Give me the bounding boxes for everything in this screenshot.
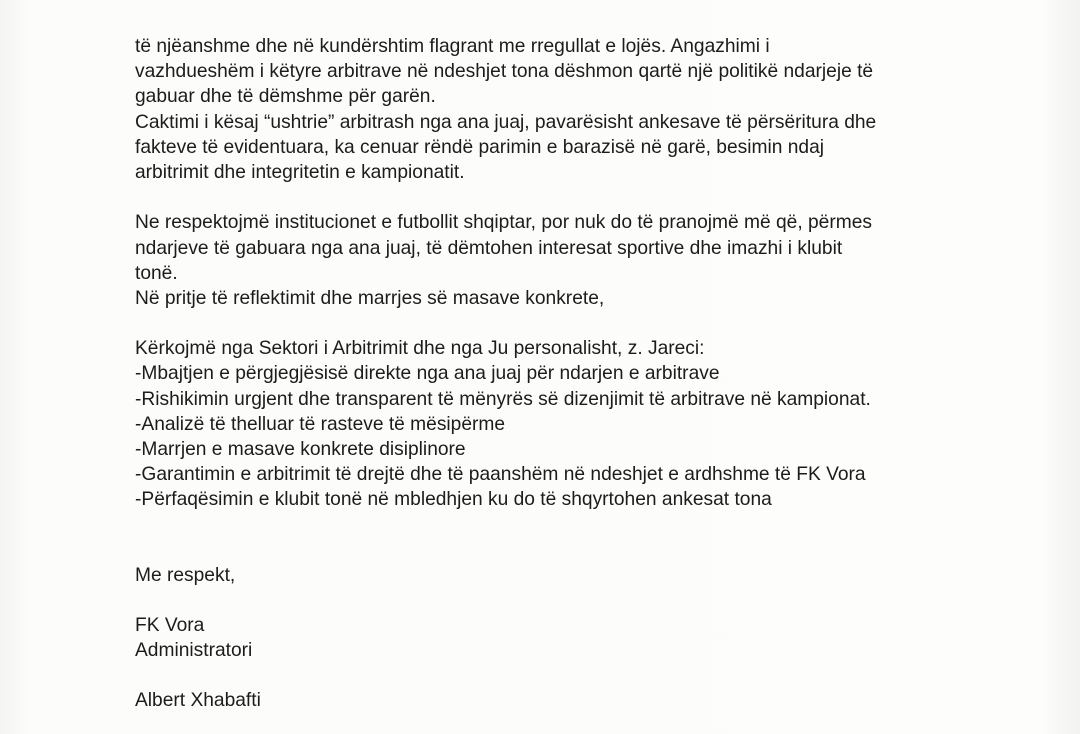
- text-line: të njëanshme dhe në kundërshtim flagrant me rregullat e lojës. Angazhimi i: [135, 36, 770, 57]
- text-line: tonë.: [135, 262, 178, 284]
- request-item: -Garantimin e arbitrimit të drejtë dhe të paanshëm në ndeshjet e ardhshme të FK Vora: [135, 464, 866, 486]
- spacer: [135, 513, 1035, 563]
- paragraph-respect-institutions: [135, 210, 1035, 311]
- request-item: -Rishikimin urgjent dhe transparent të mënyrës së dizenjimit të arbitrave në kampionat.: [135, 388, 871, 410]
- closing-salutation: Me respekt,: [135, 564, 236, 586]
- request-item: -Përfaqësimin e klubit tonë në mbledhjen ku do të shqyrtohen ankesat tona: [135, 489, 772, 511]
- text-line: fakteve të evidentuara, ka cenuar rëndë parimin e barazisë në garë, besimin ndaj: [135, 136, 825, 158]
- signature-block: [135, 613, 1035, 714]
- requests-intro: Kërkojmë nga Sektori i Arbitrimit dhe nga Ju personalisht, z. Jareci:: [135, 338, 705, 360]
- request-item: -Marrjen e masave konkrete disiplinore: [135, 439, 466, 460]
- letter-body: [135, 34, 1035, 713]
- paragraph-arbitration-criticism: [135, 34, 1035, 185]
- requests-section: [135, 336, 1035, 512]
- spacer: [135, 311, 1035, 336]
- request-item: -Mbajtjen e përgjegjësisë direkte nga ana juaj për ndarjen e arbitrave: [135, 363, 720, 385]
- sender-role: Administratori: [135, 639, 253, 661]
- sender-club: FK Vora: [135, 614, 205, 636]
- text-line: gabuar dhe të dëmshme për garën.: [135, 86, 436, 108]
- sender-name: Albert Xhabafti: [135, 690, 261, 712]
- spacer: [135, 663, 1035, 688]
- text-line: ndarjeve të gabuara nga ana juaj, të dëmtohen interesat sportive dhe imazhi i klubit: [135, 237, 843, 259]
- text-line: Ne respektojmë institucionet e futbollit shqiptar, por nuk do të pranojmë më që, përmes: [135, 212, 872, 234]
- text-line: Caktimi i kësaj “ushtrie” arbitrash nga ana juaj, pavarësisht ankesave të përsëritura dhe: [135, 111, 877, 133]
- text-line: vazhdueshëm i këtyre arbitrave në ndeshjet tona dëshmon qartë një politikë ndarjeje të: [135, 61, 874, 83]
- request-item: -Analizë të thelluar të rasteve të mësipërme: [135, 413, 506, 435]
- text-line: arbitrimit dhe integritetin e kampionatit.: [135, 161, 465, 183]
- spacer: [135, 185, 1035, 210]
- text-line: Në pritje të reflektimit dhe marrjes së masave konkrete,: [135, 287, 605, 309]
- spacer: [135, 588, 1035, 613]
